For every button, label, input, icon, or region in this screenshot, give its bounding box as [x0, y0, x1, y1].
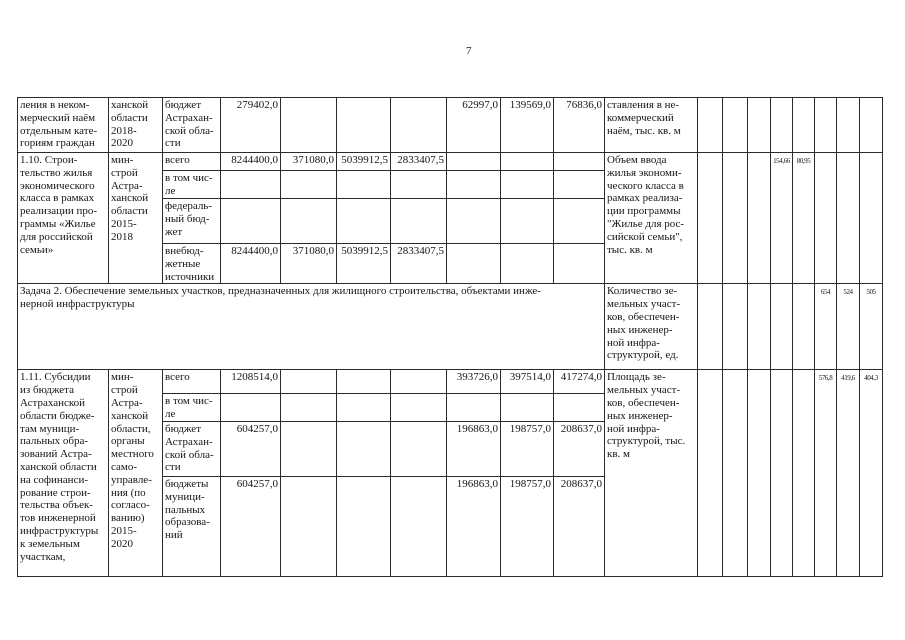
target-value-cell — [748, 370, 771, 577]
funding-source-cell — [163, 153, 221, 171]
amount-cell — [391, 98, 447, 153]
indicator-line: Количество зе- — [607, 285, 678, 298]
executor-period-line: само- — [111, 460, 138, 473]
indicator-line: ной инфра- — [607, 336, 660, 349]
funding-source-line: бюджет — [165, 422, 201, 435]
indicator-line: кв. м — [607, 448, 630, 461]
executor-period-line: управле- — [111, 473, 152, 486]
measure-name-line: тельства объек- — [20, 499, 93, 512]
target-value-cell — [698, 370, 723, 577]
measure-name-line: семьи» — [20, 243, 54, 256]
funding-source-cell — [163, 199, 221, 244]
target-value-cell: 154,66 — [771, 153, 793, 284]
amount-cell: 371080,0 — [281, 153, 337, 171]
indicator-line: наём, тыс. кв. м — [607, 124, 681, 137]
amount-cell: 417274,0 — [554, 370, 605, 394]
executor-period-line: ванию) — [111, 512, 145, 525]
funding-source-line: жетные — [165, 257, 201, 270]
amount-cell — [281, 421, 337, 476]
measure-name-cell — [18, 98, 109, 153]
item_1_10-row — [18, 153, 883, 171]
amount-cell: 198757,0 — [501, 476, 554, 576]
funding-source-cell — [163, 394, 221, 422]
measure-name-line: реализации про- — [20, 205, 98, 218]
target-value-cell — [860, 98, 883, 153]
executor-period-line: 2018- — [111, 124, 137, 137]
amount-cell — [391, 171, 447, 199]
amount-cell: 604257,0 — [221, 476, 281, 576]
executor-period-line: 2015- — [111, 217, 137, 230]
funding-source-line: ле — [165, 408, 176, 421]
measure-name-line: рование строи- — [20, 486, 91, 499]
amount-cell: 2833407,5 — [391, 244, 447, 284]
measure-name-line: для российской — [20, 230, 93, 243]
funding-source-line: ской обла- — [165, 448, 214, 461]
amount-cell — [391, 394, 447, 422]
funding-source-line: в том чис- — [165, 172, 213, 184]
amount-cell — [447, 153, 501, 171]
measure-name-line: из бюджета — [20, 384, 74, 397]
amount-cell: 8244400,0 — [221, 153, 281, 171]
indicator-line: структурой, ед. — [607, 349, 679, 362]
amount-cell: 62997,0 — [447, 98, 501, 153]
indicator-line: коммерческий — [607, 111, 674, 124]
amount-cell — [391, 199, 447, 244]
measure-name-cell — [18, 153, 109, 284]
executor-period-cell — [109, 370, 163, 577]
amount-cell: 1208514,0 — [221, 370, 281, 394]
amount-cell — [554, 199, 605, 244]
target-value-cell — [793, 284, 815, 370]
amount-cell: 208637,0 — [554, 476, 605, 576]
target-value-cell — [860, 153, 883, 284]
funding-source-cell — [163, 244, 221, 284]
target-value-cell: 419,6 — [837, 370, 860, 577]
amount-cell — [501, 153, 554, 171]
target-value-cell — [748, 284, 771, 370]
executor-period-line: области — [111, 205, 148, 218]
amount-cell — [337, 171, 391, 199]
funding-source-line: ской обла- — [165, 124, 214, 137]
amount-cell: 5039912,5 — [337, 153, 391, 171]
measure-name-line: ления в неком- — [20, 99, 90, 111]
amount-cell — [337, 421, 391, 476]
funding-source-line: сти — [165, 137, 181, 150]
executor-period-line: строй — [111, 384, 138, 397]
funding-source-line: всего — [165, 154, 190, 166]
funding-source-line: федераль- — [165, 200, 212, 212]
amount-cell: 397514,0 — [501, 370, 554, 394]
indicator-line: структурой, тыс. — [607, 435, 686, 448]
indicator-line: рамках реализа- — [607, 192, 683, 205]
amount-cell — [221, 171, 281, 199]
funding-source-line: пальных — [165, 503, 206, 516]
amount-cell: 5039912,5 — [337, 244, 391, 284]
target-value-cell — [748, 153, 771, 284]
measure-name-line: 1.11. Субсидии — [20, 371, 91, 384]
executor-period-line: органы — [111, 435, 145, 448]
executor-period-line: Астра- — [111, 396, 143, 409]
funding-source-cell — [163, 98, 221, 153]
measure-name-line: зований Астра- — [20, 448, 92, 461]
target-value-cell — [793, 98, 815, 153]
amount-cell — [337, 98, 391, 153]
funding-source-line: Астрахан- — [165, 435, 213, 448]
funding-source-line: в том чис- — [165, 395, 213, 408]
amount-cell: 196863,0 — [447, 421, 501, 476]
target-value-cell — [771, 284, 793, 370]
amount-cell: 208637,0 — [554, 421, 605, 476]
target-value-cell — [837, 153, 860, 284]
amount-cell — [447, 244, 501, 284]
executor-period-cell — [109, 98, 163, 153]
indicator-line: "Жилье для рос- — [607, 217, 685, 230]
amount-cell — [501, 171, 554, 199]
amount-cell — [391, 421, 447, 476]
indicator-line: ной инфра- — [607, 422, 660, 435]
measure-name-line: 1.10. Строи- — [20, 154, 78, 166]
amount-cell — [501, 394, 554, 422]
indicator-line: ков, обеспечен- — [607, 396, 680, 409]
target-value-cell — [723, 370, 748, 577]
amount-cell: 139569,0 — [501, 98, 554, 153]
executor-period-line: мин- — [111, 371, 134, 384]
funding-source-line: сти — [165, 461, 181, 474]
measure-name-line: класса в рамках — [20, 192, 95, 205]
indicator-cell — [605, 98, 698, 153]
continued-row — [18, 98, 883, 153]
amount-cell — [281, 171, 337, 199]
measure-name-line: граммы «Жилье — [20, 217, 96, 230]
indicator-line: ков, обеспечен- — [607, 310, 680, 323]
funding-source-cell — [163, 421, 221, 476]
amount-cell — [337, 476, 391, 576]
funding-source-cell — [163, 476, 221, 576]
target-value-cell: 654 — [815, 284, 837, 370]
funding-source-line: образова- — [165, 516, 210, 529]
amount-cell — [281, 370, 337, 394]
target-value-cell — [698, 153, 723, 284]
indicator-line: ции программы — [607, 205, 681, 218]
indicator-line: ставления в не- — [607, 99, 680, 111]
target-value-cell — [837, 98, 860, 153]
indicator-line: ных инженер- — [607, 323, 673, 336]
indicator-line: Площадь зе- — [607, 371, 666, 384]
measure-name-line: гориям граждан — [20, 137, 95, 150]
measure-name-line: пальных обра- — [20, 435, 89, 448]
funding-source-line: ный бюд- — [165, 212, 210, 225]
target-value-cell — [815, 153, 837, 284]
amount-cell: 76836,0 — [554, 98, 605, 153]
target-value-cell — [771, 370, 793, 577]
target-value-cell — [793, 370, 815, 577]
indicator-cell — [605, 284, 698, 370]
item_1_11-row — [18, 370, 883, 394]
amount-cell — [554, 171, 605, 199]
executor-period-line: области, — [111, 422, 151, 435]
indicator-line: Объем ввода — [607, 154, 667, 166]
amount-cell — [337, 370, 391, 394]
target-value-cell: 576,8 — [815, 370, 837, 577]
target-value-cell — [771, 98, 793, 153]
target-value-cell: 524 — [837, 284, 860, 370]
executor-period-line: 2020 — [111, 137, 133, 150]
indicator-line: ных инженер- — [607, 409, 673, 422]
amount-cell — [447, 199, 501, 244]
measure-name-line: на софинанси- — [20, 473, 89, 486]
target-value-cell — [698, 284, 723, 370]
amount-cell — [337, 199, 391, 244]
funding-source-line: внебюд- — [165, 245, 204, 257]
executor-period-line: 2020 — [111, 537, 133, 550]
indicator-line: тыс. кв. м — [607, 243, 653, 256]
executor-period-line: строй — [111, 166, 138, 179]
target-value-cell — [723, 153, 748, 284]
amount-cell — [221, 394, 281, 422]
amount-cell: 8244400,0 — [221, 244, 281, 284]
indicator-line: мельных участ- — [607, 384, 681, 397]
amount-cell — [281, 199, 337, 244]
indicator-line: сийской семьи", — [607, 230, 683, 243]
amount-cell: 604257,0 — [221, 421, 281, 476]
target-value-cell — [698, 98, 723, 153]
amount-cell — [281, 394, 337, 422]
task_2-row — [18, 284, 883, 370]
executor-period-line: ханской — [111, 409, 149, 422]
measure-name-line: там муници- — [20, 422, 80, 435]
amount-cell — [281, 476, 337, 576]
page-number: 7 — [466, 45, 472, 57]
executor-period-line: Астра- — [111, 179, 143, 192]
executor-period-line: 2015- — [111, 524, 137, 537]
indicator-cell — [605, 370, 698, 577]
target-value-cell — [723, 284, 748, 370]
indicator-line: жилья экономи- — [607, 166, 682, 179]
amount-cell — [501, 244, 554, 284]
target-value-cell — [748, 98, 771, 153]
target-value-cell: 80,95 — [793, 153, 815, 284]
funding-source-line: ний — [165, 529, 183, 542]
amount-cell — [221, 199, 281, 244]
program-measures-table — [17, 97, 883, 577]
amount-cell: 196863,0 — [447, 476, 501, 576]
executor-period-line: области — [111, 111, 148, 124]
amount-cell: 279402,0 — [221, 98, 281, 153]
amount-cell — [554, 394, 605, 422]
amount-cell — [554, 244, 605, 284]
funding-source-line: всего — [165, 371, 190, 384]
executor-period-line: согласо- — [111, 499, 150, 512]
funding-source-line: бюджеты — [165, 477, 209, 490]
measure-name-line: тельство жилья — [20, 166, 93, 179]
task-title-line: нерной инфраструктуры — [20, 298, 135, 311]
executor-period-line: ханской — [111, 192, 149, 205]
target-value-cell — [815, 98, 837, 153]
funding-source-line: источники — [165, 270, 215, 283]
indicator-line: мельных участ- — [607, 298, 681, 311]
amount-cell — [447, 171, 501, 199]
measure-name-line: области бюдже- — [20, 409, 95, 422]
task-title-line: Задача 2. Обеспечение земельных участков, предназначенных для жилищного строительства, объектами инже- — [20, 285, 541, 298]
target-value-cell: 505 — [860, 284, 883, 370]
amount-cell — [391, 476, 447, 576]
amount-cell — [337, 394, 391, 422]
executor-period-line: ханской — [111, 99, 149, 111]
measure-name-line: к земельным — [20, 537, 80, 550]
amount-cell: 393726,0 — [447, 370, 501, 394]
measure-name-line: мерческий наём — [20, 111, 96, 124]
executor-period-line: местного — [111, 448, 154, 461]
executor-period-line: ния (по — [111, 486, 146, 499]
executor-period-line: мин- — [111, 154, 134, 166]
amount-cell — [501, 199, 554, 244]
measure-name-line: участкам, — [20, 550, 66, 563]
measure-name-cell — [18, 370, 109, 577]
funding-source-line: Астрахан- — [165, 111, 213, 124]
amount-cell — [391, 370, 447, 394]
funding-source-line: муници- — [165, 490, 205, 503]
amount-cell — [281, 98, 337, 153]
measure-name-line: экономического — [20, 179, 95, 192]
target-value-cell — [723, 98, 748, 153]
task-title-cell — [18, 284, 605, 370]
indicator-line: ческого класса в — [607, 179, 684, 192]
amount-cell — [447, 394, 501, 422]
executor-period-cell — [109, 153, 163, 284]
target-value-cell: 404,3 — [860, 370, 883, 577]
measure-name-line: тов инженерной — [20, 512, 96, 525]
funding-source-line: жет — [165, 225, 183, 238]
funding-source-cell — [163, 171, 221, 199]
funding-source-line: ле — [165, 184, 176, 197]
measure-name-line: инфраструктуры — [20, 524, 99, 537]
funding-source-cell — [163, 370, 221, 394]
measure-name-line: ханской области — [20, 460, 97, 473]
executor-period-line: 2018 — [111, 230, 133, 243]
funding-source-line: бюджет — [165, 99, 201, 111]
amount-cell: 2833407,5 — [391, 153, 447, 171]
amount-cell: 371080,0 — [281, 244, 337, 284]
measure-name-line: Астраханской — [20, 396, 86, 409]
indicator-cell — [605, 153, 698, 284]
amount-cell — [554, 153, 605, 171]
amount-cell: 198757,0 — [501, 421, 554, 476]
measure-name-line: отдельным кате- — [20, 124, 98, 137]
